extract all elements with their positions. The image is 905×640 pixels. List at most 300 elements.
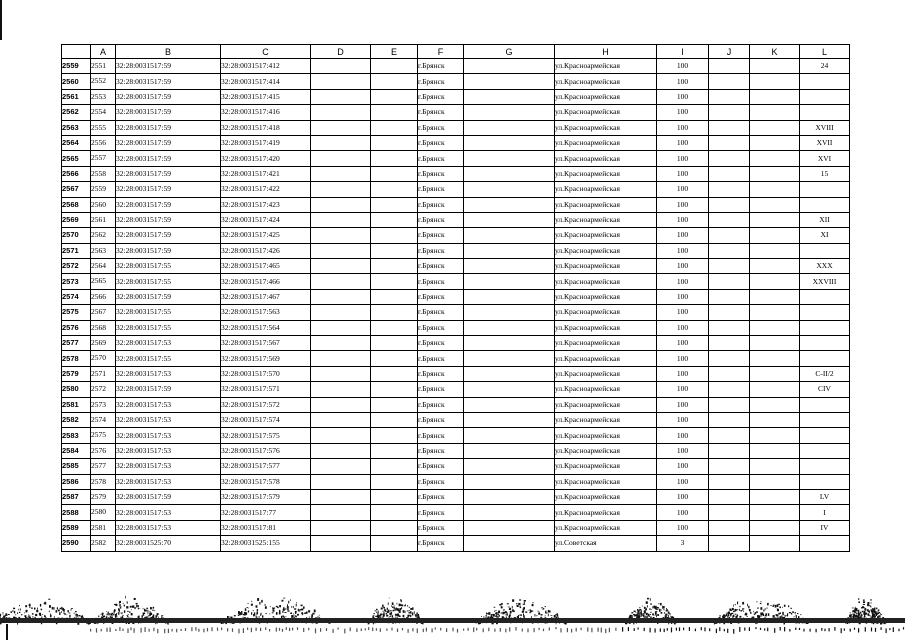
cell-h: ул.Красноармейская [555,351,657,366]
cell-e [371,105,418,120]
scan-edge-mark [0,0,2,40]
row-number: 2560 [62,74,91,89]
cell-e [371,182,418,197]
cell-f: г.Брянск [418,151,464,166]
cell-f: г.Брянск [418,520,464,535]
table-row [62,336,850,351]
cell-h: ул.Красноармейская [555,243,657,258]
cell-i: 100 [657,397,709,412]
cell-a: 2581 [91,520,116,535]
cell-j [709,536,750,551]
cell-f: г.Брянск [418,443,464,458]
cell-e [371,520,418,535]
row-number: 2589 [62,520,91,535]
cell-e [371,320,418,335]
cell-j [709,412,750,427]
column-header: J [709,45,750,59]
cell-g [464,212,555,227]
cell-c: 32:28:0031517:419 [221,135,311,150]
cell-l [800,474,850,489]
cell-e [371,412,418,427]
cell-b: 32:28:0031517:53 [116,412,221,427]
cell-c: 32:28:0031517:423 [221,197,311,212]
cell-l [800,443,850,458]
cell-d [311,397,371,412]
row-number: 2584 [62,443,91,458]
cell-c: 32:28:0031517:570 [221,366,311,381]
cell-g [464,489,555,504]
table-row [62,89,850,104]
row-number: 2566 [62,166,91,181]
column-header: A [91,45,116,59]
cell-i: 100 [657,274,709,289]
cell-b: 32:28:0031517:59 [116,243,221,258]
cell-d [311,474,371,489]
cell-l: XXVIII [800,274,850,289]
cell-l: XVIII [800,120,850,135]
cell-i: 100 [657,489,709,504]
cell-k [750,74,800,89]
cell-k [750,366,800,381]
table-row [62,351,850,366]
cell-b: 32:28:0031517:53 [116,428,221,443]
cell-f: г.Брянск [418,59,464,74]
table-row [62,289,850,304]
cell-l: LV [800,489,850,504]
cell-d [311,135,371,150]
cell-a: 2575 [91,428,116,443]
cell-g [464,120,555,135]
cell-f: г.Брянск [418,274,464,289]
column-header-row [62,45,850,59]
cell-a: 2560 [91,197,116,212]
cell-a: 2577 [91,459,116,474]
cell-h: ул.Красноармейская [555,166,657,181]
cell-b: 32:28:0031517:59 [116,74,221,89]
cell-j [709,212,750,227]
cell-b: 32:28:0031517:53 [116,505,221,520]
table-row [62,320,850,335]
cell-b: 32:28:0031517:59 [116,105,221,120]
cell-e [371,212,418,227]
cell-e [371,151,418,166]
cell-j [709,366,750,381]
cell-f: г.Брянск [418,289,464,304]
cell-c: 32:28:0031517:412 [221,59,311,74]
cell-f: г.Брянск [418,320,464,335]
cell-a: 2578 [91,474,116,489]
cell-k [750,182,800,197]
cell-a: 2580 [91,505,116,520]
row-number: 2573 [62,274,91,289]
cell-h: ул.Красноармейская [555,428,657,443]
cell-a: 2563 [91,243,116,258]
cell-e [371,443,418,458]
cell-j [709,397,750,412]
cell-i: 100 [657,259,709,274]
cell-d [311,336,371,351]
cell-f: г.Брянск [418,336,464,351]
spreadsheet-table [61,44,850,552]
cell-l [800,305,850,320]
table-row [62,182,850,197]
table-row [62,397,850,412]
column-header: D [311,45,371,59]
cell-j [709,320,750,335]
cell-k [750,166,800,181]
cell-g [464,382,555,397]
cell-b: 32:28:0031517:53 [116,459,221,474]
cell-a: 2582 [91,536,116,551]
cell-g [464,197,555,212]
cell-e [371,135,418,150]
column-header: E [371,45,418,59]
cell-l: XVII [800,135,850,150]
cell-i: 100 [657,443,709,458]
cell-l [800,428,850,443]
row-number: 2579 [62,366,91,381]
cell-d [311,320,371,335]
cell-b: 32:28:0031525:70 [116,536,221,551]
cell-b: 32:28:0031517:59 [116,182,221,197]
cell-d [311,305,371,320]
table-row [62,443,850,458]
cell-l: XI [800,228,850,243]
column-header: H [555,45,657,59]
cell-b: 32:28:0031517:59 [116,228,221,243]
cell-l: XII [800,212,850,227]
column-header: I [657,45,709,59]
cell-c: 32:28:0031517:415 [221,89,311,104]
row-number: 2562 [62,105,91,120]
cell-b: 32:28:0031517:53 [116,443,221,458]
cell-a: 2552 [91,74,116,89]
cell-l [800,289,850,304]
cell-a: 2559 [91,182,116,197]
cell-e [371,382,418,397]
cell-e [371,259,418,274]
cell-k [750,459,800,474]
cell-a: 2553 [91,89,116,104]
cell-d [311,151,371,166]
table-row [62,520,850,535]
cell-i: 100 [657,120,709,135]
cell-i: 100 [657,289,709,304]
row-number: 2590 [62,536,91,551]
cell-c: 32:28:0031517:574 [221,412,311,427]
cell-k [750,397,800,412]
cell-d [311,459,371,474]
cell-j [709,336,750,351]
cell-f: г.Брянск [418,366,464,381]
cell-i: 100 [657,336,709,351]
cell-d [311,212,371,227]
cell-d [311,59,371,74]
cell-g [464,166,555,181]
cell-j [709,166,750,181]
cell-e [371,366,418,381]
cell-l: XXX [800,259,850,274]
row-number: 2580 [62,382,91,397]
cell-h: ул.Красноармейская [555,151,657,166]
cell-j [709,74,750,89]
table-row [62,74,850,89]
cell-g [464,320,555,335]
cell-a: 2558 [91,166,116,181]
cell-d [311,259,371,274]
cell-b: 32:28:0031517:53 [116,397,221,412]
cell-e [371,120,418,135]
cell-f: г.Брянск [418,89,464,104]
cell-j [709,505,750,520]
cell-j [709,351,750,366]
cell-j [709,443,750,458]
cell-g [464,151,555,166]
cell-g [464,351,555,366]
cell-i: 100 [657,135,709,150]
cell-l: I [800,505,850,520]
cell-b: 32:28:0031517:53 [116,520,221,535]
cell-l [800,412,850,427]
column-header: K [750,45,800,59]
cell-b: 32:28:0031517:59 [116,166,221,181]
table-row [62,105,850,120]
cell-a: 2566 [91,289,116,304]
cell-h: ул.Красноармейская [555,105,657,120]
cell-l: IV [800,520,850,535]
cell-h: ул.Советская [555,536,657,551]
cell-k [750,320,800,335]
cell-i: 100 [657,197,709,212]
cell-g [464,505,555,520]
cell-f: г.Брянск [418,489,464,504]
cell-h: ул.Красноармейская [555,289,657,304]
table-row [62,59,850,74]
cell-l [800,74,850,89]
cell-e [371,397,418,412]
table-row [62,382,850,397]
row-number: 2568 [62,197,91,212]
cell-c: 32:28:0031517:578 [221,474,311,489]
column-header: G [464,45,555,59]
cell-e [371,197,418,212]
cell-k [750,89,800,104]
cell-g [464,397,555,412]
row-number: 2572 [62,259,91,274]
cell-e [371,489,418,504]
cell-f: г.Брянск [418,536,464,551]
cell-b: 32:28:0031517:59 [116,151,221,166]
cell-b: 32:28:0031517:53 [116,474,221,489]
cell-k [750,105,800,120]
row-number: 2582 [62,412,91,427]
cell-c: 32:28:0031517:426 [221,243,311,258]
cell-g [464,74,555,89]
column-header: L [800,45,850,59]
cell-k [750,59,800,74]
cell-d [311,74,371,89]
row-number: 2585 [62,459,91,474]
cell-j [709,489,750,504]
cell-b: 32:28:0031517:53 [116,336,221,351]
cell-k [750,428,800,443]
table-row [62,474,850,489]
cell-i: 100 [657,320,709,335]
cell-a: 2570 [91,351,116,366]
cell-h: ул.Красноармейская [555,74,657,89]
cell-e [371,228,418,243]
cell-b: 32:28:0031517:59 [116,289,221,304]
cell-c: 32:28:0031517:414 [221,74,311,89]
cell-d [311,489,371,504]
cell-h: ул.Красноармейская [555,228,657,243]
cell-j [709,228,750,243]
cell-l [800,182,850,197]
cell-a: 2554 [91,105,116,120]
cell-k [750,135,800,150]
cell-e [371,74,418,89]
cell-e [371,428,418,443]
cell-k [750,474,800,489]
cell-b: 32:28:0031517:59 [116,59,221,74]
cell-l: XVI [800,151,850,166]
cell-i: 100 [657,305,709,320]
cell-j [709,259,750,274]
cell-c: 32:28:0031517:579 [221,489,311,504]
cell-h: ул.Красноармейская [555,305,657,320]
cell-e [371,89,418,104]
cell-g [464,428,555,443]
cell-c: 32:28:0031517:567 [221,336,311,351]
cell-h: ул.Красноармейская [555,120,657,135]
cell-h: ул.Красноармейская [555,412,657,427]
row-number: 2569 [62,212,91,227]
cell-j [709,382,750,397]
cell-k [750,336,800,351]
cell-h: ул.Красноармейская [555,443,657,458]
cell-k [750,151,800,166]
cell-k [750,212,800,227]
cell-l: CIV [800,382,850,397]
row-number: 2577 [62,336,91,351]
cell-j [709,89,750,104]
cell-f: г.Брянск [418,397,464,412]
cell-a: 2572 [91,382,116,397]
cell-d [311,243,371,258]
cell-f: г.Брянск [418,259,464,274]
cell-a: 2555 [91,120,116,135]
cell-j [709,182,750,197]
table-body [62,59,850,552]
cell-i: 100 [657,212,709,227]
cell-d [311,536,371,551]
cell-e [371,305,418,320]
row-number: 2561 [62,89,91,104]
table-row [62,228,850,243]
cell-h: ул.Красноармейская [555,274,657,289]
cell-b: 32:28:0031517:55 [116,320,221,335]
cell-c: 32:28:0031517:425 [221,228,311,243]
cell-g [464,274,555,289]
table-row [62,135,850,150]
cell-c: 32:28:0031517:422 [221,182,311,197]
cell-i: 100 [657,89,709,104]
row-number: 2571 [62,243,91,258]
cell-e [371,274,418,289]
cell-e [371,166,418,181]
cell-d [311,228,371,243]
cell-c: 32:28:0031517:563 [221,305,311,320]
cell-d [311,182,371,197]
cell-e [371,243,418,258]
cell-j [709,520,750,535]
column-header: F [418,45,464,59]
cell-l [800,336,850,351]
cell-f: г.Брянск [418,382,464,397]
cell-a: 2561 [91,212,116,227]
cell-b: 32:28:0031517:59 [116,135,221,150]
cell-k [750,536,800,551]
cell-k [750,351,800,366]
cell-e [371,474,418,489]
cell-g [464,228,555,243]
cell-c: 32:28:0031517:81 [221,520,311,535]
cell-i: 100 [657,351,709,366]
row-number: 2570 [62,228,91,243]
cell-f: г.Брянск [418,505,464,520]
cell-c: 32:28:0031525:155 [221,536,311,551]
table-row [62,412,850,427]
cell-f: г.Брянск [418,120,464,135]
cell-j [709,151,750,166]
cell-g [464,443,555,458]
cell-b: 32:28:0031517:55 [116,351,221,366]
table-row [62,459,850,474]
cell-j [709,243,750,258]
cell-d [311,105,371,120]
cell-a: 2571 [91,366,116,381]
cell-b: 32:28:0031517:59 [116,89,221,104]
table-row [62,259,850,274]
row-number: 2578 [62,351,91,366]
column-header [62,45,91,59]
cell-h: ул.Красноармейская [555,259,657,274]
cell-i: 100 [657,459,709,474]
cell-a: 2568 [91,320,116,335]
cell-d [311,120,371,135]
cell-k [750,382,800,397]
cell-h: ул.Красноармейская [555,336,657,351]
cell-d [311,520,371,535]
table-row [62,489,850,504]
cell-f: г.Брянск [418,166,464,181]
cell-h: ул.Красноармейская [555,505,657,520]
table-row [62,212,850,227]
cell-g [464,182,555,197]
cell-h: ул.Красноармейская [555,89,657,104]
cell-f: г.Брянск [418,459,464,474]
cell-j [709,59,750,74]
cell-d [311,412,371,427]
cell-c: 32:28:0031517:576 [221,443,311,458]
cell-c: 32:28:0031517:418 [221,120,311,135]
cell-l [800,397,850,412]
cell-i: 100 [657,520,709,535]
cell-g [464,412,555,427]
cell-a: 2567 [91,305,116,320]
cell-g [464,105,555,120]
cell-h: ул.Красноармейская [555,382,657,397]
